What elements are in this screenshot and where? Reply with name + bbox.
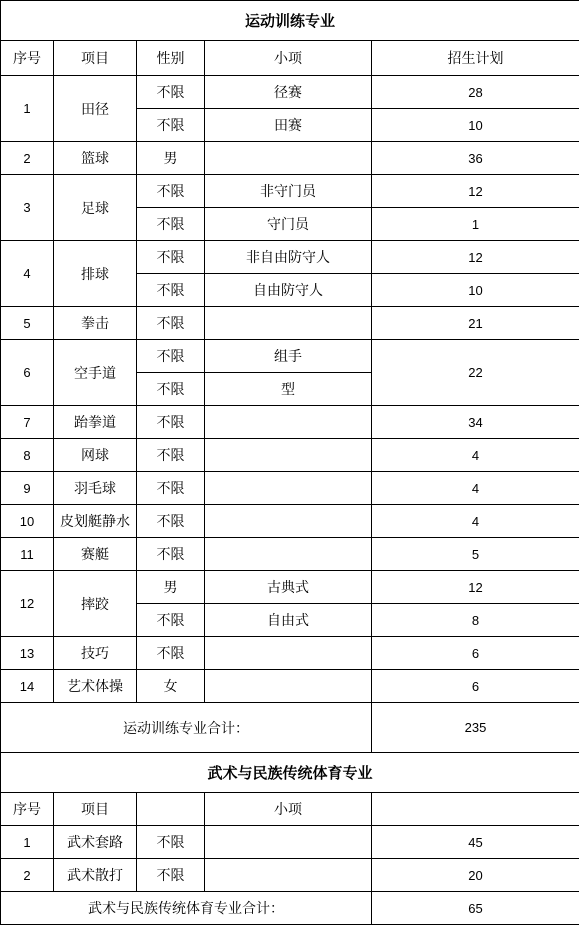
row-sub-empty <box>205 859 372 892</box>
header-gender: 性别 <box>137 41 205 76</box>
row-plan: 1 <box>372 208 579 241</box>
row-gender: 男 <box>137 142 205 175</box>
row-plan: 4 <box>372 439 579 472</box>
row-no: 5 <box>1 307 54 340</box>
row-gender: 不限 <box>137 604 205 637</box>
row-sub-empty <box>205 637 372 670</box>
table-row <box>1 859 579 892</box>
row-sub-empty <box>205 307 372 340</box>
table-row <box>1 826 579 859</box>
row-item: 摔跤 <box>54 571 137 637</box>
table-row <box>1 439 579 472</box>
row-plan: 4 <box>372 472 579 505</box>
row-gender: 不限 <box>137 208 205 241</box>
row-sub: 组手 <box>205 340 372 373</box>
header-item: 项目 <box>54 41 137 76</box>
row-gender: 不限 <box>137 439 205 472</box>
row-sub: 田赛 <box>205 109 372 142</box>
row-gender: 不限 <box>137 340 205 373</box>
row-no: 4 <box>1 241 54 307</box>
table-row <box>1 637 579 670</box>
row-no: 9 <box>1 472 54 505</box>
row-gender: 不限 <box>137 175 205 208</box>
row-sub-empty <box>205 538 372 571</box>
table-row <box>1 571 579 604</box>
row-plan: 36 <box>372 142 579 175</box>
table-row <box>1 670 579 703</box>
row-no: 13 <box>1 637 54 670</box>
row-no: 7 <box>1 406 54 439</box>
row-sub: 自由式 <box>205 604 372 637</box>
table-row <box>1 406 579 439</box>
row-plan: 22 <box>372 340 579 406</box>
row-gender: 不限 <box>137 637 205 670</box>
row-sub: 径赛 <box>205 76 372 109</box>
row-no: 6 <box>1 340 54 406</box>
row-sub: 非自由防守人 <box>205 241 372 274</box>
row-no: 1 <box>1 76 54 142</box>
row-item: 武术散打 <box>54 859 137 892</box>
row-gender: 女 <box>137 670 205 703</box>
row-plan: 5 <box>372 538 579 571</box>
row-gender: 不限 <box>137 826 205 859</box>
row-plan: 12 <box>372 175 579 208</box>
row-plan: 28 <box>372 76 579 109</box>
row-plan: 12 <box>372 571 579 604</box>
row-sub-empty <box>205 670 372 703</box>
section1-title: 运动训练专业 <box>1 1 579 41</box>
row-item: 赛艇 <box>54 538 137 571</box>
row-gender: 不限 <box>137 538 205 571</box>
row-sub-empty <box>205 472 372 505</box>
row-sub-empty <box>205 406 372 439</box>
row-gender: 不限 <box>137 859 205 892</box>
row-sub: 守门员 <box>205 208 372 241</box>
row-item: 排球 <box>54 241 137 307</box>
row-item: 田径 <box>54 76 137 142</box>
row-gender: 不限 <box>137 274 205 307</box>
section1-header-row <box>1 41 579 76</box>
row-item: 技巧 <box>54 637 137 670</box>
row-gender: 不限 <box>137 241 205 274</box>
section2-total-value: 65 <box>372 892 579 925</box>
row-plan: 34 <box>372 406 579 439</box>
header-no: 序号 <box>1 793 54 826</box>
row-plan: 4 <box>372 505 579 538</box>
row-no: 8 <box>1 439 54 472</box>
row-sub-empty <box>205 439 372 472</box>
table-row <box>1 76 579 109</box>
table-row <box>1 142 579 175</box>
row-item: 空手道 <box>54 340 137 406</box>
row-item: 艺术体操 <box>54 670 137 703</box>
row-plan: 45 <box>372 826 579 859</box>
header-gender-empty <box>137 793 205 826</box>
section2-title-row <box>1 753 579 793</box>
section1-title-row <box>1 1 579 41</box>
row-no: 11 <box>1 538 54 571</box>
row-sub: 型 <box>205 373 372 406</box>
row-no: 12 <box>1 571 54 637</box>
row-plan: 20 <box>372 859 579 892</box>
row-gender: 不限 <box>137 109 205 142</box>
row-no: 14 <box>1 670 54 703</box>
row-gender: 不限 <box>137 76 205 109</box>
header-sub: 小项 <box>205 793 372 826</box>
row-sub-empty <box>205 505 372 538</box>
row-plan: 10 <box>372 274 579 307</box>
header-plan: 招生计划 <box>372 41 579 76</box>
section1-total-row <box>1 703 579 753</box>
row-sub: 古典式 <box>205 571 372 604</box>
table-row <box>1 340 579 373</box>
table-row <box>1 241 579 274</box>
row-plan: 12 <box>372 241 579 274</box>
row-gender: 不限 <box>137 472 205 505</box>
table-row <box>1 472 579 505</box>
section2-header-row <box>1 793 579 826</box>
row-item: 武术套路 <box>54 826 137 859</box>
table-row <box>1 505 579 538</box>
header-plan-empty <box>372 793 579 826</box>
row-gender: 男 <box>137 571 205 604</box>
row-no: 1 <box>1 826 54 859</box>
row-item: 羽毛球 <box>54 472 137 505</box>
row-item: 皮划艇静水 <box>54 505 137 538</box>
row-gender: 不限 <box>137 373 205 406</box>
row-sub: 自由防守人 <box>205 274 372 307</box>
section1-total-value: 235 <box>372 703 579 753</box>
row-no: 10 <box>1 505 54 538</box>
table-row <box>1 538 579 571</box>
row-sub-empty <box>205 142 372 175</box>
row-no: 2 <box>1 859 54 892</box>
header-no: 序号 <box>1 41 54 76</box>
header-item: 项目 <box>54 793 137 826</box>
row-plan: 6 <box>372 637 579 670</box>
row-gender: 不限 <box>137 505 205 538</box>
row-plan: 8 <box>372 604 579 637</box>
table-row <box>1 175 579 208</box>
row-plan: 10 <box>372 109 579 142</box>
row-item: 拳击 <box>54 307 137 340</box>
row-sub: 非守门员 <box>205 175 372 208</box>
row-item: 足球 <box>54 175 137 241</box>
table-row <box>1 307 579 340</box>
row-no: 3 <box>1 175 54 241</box>
row-gender: 不限 <box>137 307 205 340</box>
row-item: 网球 <box>54 439 137 472</box>
row-plan: 21 <box>372 307 579 340</box>
section2-title: 武术与民族传统体育专业 <box>1 753 579 793</box>
section2-total-row <box>1 892 579 925</box>
section1-total-label: 运动训练专业合计： <box>1 703 372 753</box>
row-item: 跆拳道 <box>54 406 137 439</box>
row-plan: 6 <box>372 670 579 703</box>
row-item: 篮球 <box>54 142 137 175</box>
row-no: 2 <box>1 142 54 175</box>
row-gender: 不限 <box>137 406 205 439</box>
section2-total-label: 武术与民族传统体育专业合计： <box>1 892 372 925</box>
header-sub: 小项 <box>205 41 372 76</box>
row-sub-empty <box>205 826 372 859</box>
